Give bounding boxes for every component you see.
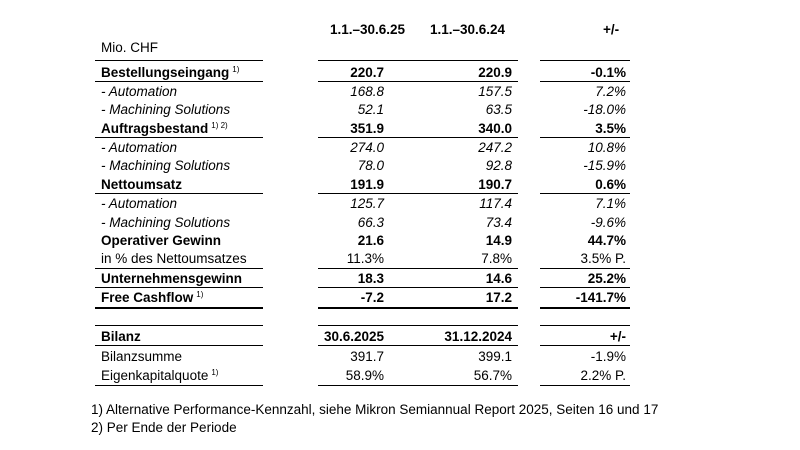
- value-change: 3.5% P.: [580, 251, 626, 266]
- value-2025: 220.7: [350, 65, 384, 80]
- value-2025: 274.0: [350, 140, 384, 155]
- row-label: Bestellungseingang $^{1)}$: [101, 65, 240, 80]
- row-label: Bilanzsumme: [101, 349, 183, 364]
- table-row-marge: [0, 249, 800, 268]
- value-2024: 117.4: [479, 196, 512, 211]
- rule: [540, 325, 630, 326]
- table-row-machining: [0, 100, 800, 119]
- rule: [318, 193, 518, 194]
- row-label: in % des Nettoumsatzes: [101, 251, 247, 266]
- rule-bottom: [540, 307, 630, 309]
- value-2025: 11.3%: [346, 251, 384, 266]
- rule: [95, 137, 263, 138]
- value-change: 44.7%: [587, 233, 626, 248]
- rule: [318, 287, 518, 288]
- row-label: - Automation: [101, 84, 178, 99]
- table-row-nettoumsatz: [0, 175, 800, 194]
- value-change: 7.1%: [595, 196, 626, 211]
- rule: [318, 325, 518, 326]
- value-2024: 7.8%: [481, 251, 512, 266]
- rule: [318, 345, 518, 346]
- rule-bottom: [95, 307, 263, 309]
- value-2024: 190.7: [478, 177, 512, 192]
- value-2024: 92.8: [485, 158, 512, 173]
- table-row-free-cashflow: [0, 288, 800, 307]
- value-2025: 191.9: [350, 177, 384, 192]
- row-label: Eigenkapitalquote $^{1)}$: [101, 368, 219, 383]
- value-2025: 168.8: [350, 84, 384, 99]
- value-change: 25.2%: [587, 271, 626, 286]
- value-2025: 66.3: [357, 215, 384, 230]
- rule-bottom: [95, 385, 263, 386]
- value-2024: 17.2: [485, 290, 512, 305]
- rule: [95, 287, 263, 288]
- value-change: 7.2%: [595, 84, 626, 99]
- rule: [95, 193, 263, 194]
- row-label: - Automation: [101, 196, 178, 211]
- row-label: Operativer Gewinn: [101, 233, 222, 248]
- rule: [318, 81, 518, 82]
- rule: [540, 287, 630, 288]
- rule-top-label: [95, 60, 263, 61]
- value-change: 2.2% P.: [580, 368, 626, 383]
- row-label: - Machining Solutions: [101, 215, 231, 230]
- unit-label: Mio. CHF: [101, 40, 158, 55]
- value-2025: 21.6: [357, 233, 384, 248]
- rule: [540, 137, 630, 138]
- value-2024: 340.0: [478, 121, 512, 136]
- value-2024: 399.1: [478, 349, 512, 364]
- value-2025: -7.2: [360, 290, 384, 305]
- rule: [95, 345, 263, 346]
- value-2024: 247.2: [478, 140, 512, 155]
- rule-top-change: [540, 60, 630, 61]
- rule-bottom: [318, 307, 518, 309]
- rule: [95, 81, 263, 82]
- table-row-unternehmensgewinn: [0, 269, 800, 288]
- table-row-bilanzsumme: [0, 347, 800, 366]
- rule: [540, 268, 630, 269]
- rule: [318, 137, 518, 138]
- table-row-bestellungseingang: [0, 63, 800, 82]
- value-change: 0.6%: [595, 177, 626, 192]
- value-change: -15.9%: [583, 158, 626, 173]
- row-label: - Machining Solutions: [101, 158, 231, 173]
- value-2024: 157.5: [478, 84, 512, 99]
- value-change: 3.5%: [595, 121, 626, 136]
- column-header-date-2024: 31.12.2024: [444, 329, 512, 344]
- section-title: Bilanz: [101, 329, 141, 344]
- value-2025: 52.1: [357, 102, 384, 117]
- column-header-2025: 1.1.–30.6.25: [330, 22, 406, 37]
- value-change: -141.7%: [575, 290, 626, 305]
- value-2025: 391.7: [350, 349, 384, 364]
- table-row-operativer-gewinn: [0, 231, 800, 250]
- value-2024: 73.4: [485, 215, 512, 230]
- value-2025: 351.9: [350, 121, 384, 136]
- value-change: -0.1%: [590, 65, 626, 80]
- rule: [318, 268, 518, 269]
- table-row-automation: [0, 82, 800, 101]
- row-label: Free Cashflow $^{1)}$: [101, 290, 204, 305]
- row-label: - Machining Solutions: [101, 102, 231, 117]
- rule-top-values: [318, 60, 518, 61]
- value-2024: 14.6: [485, 271, 512, 286]
- table-row-auftragsbestand: [0, 119, 800, 138]
- column-header-change: +/-: [609, 329, 626, 344]
- row-label: Nettoumsatz: [101, 177, 183, 192]
- value-2024: 63.5: [485, 102, 512, 117]
- row-label: - Automation: [101, 140, 178, 155]
- rule: [540, 81, 630, 82]
- footnote-1: 1) Alternative Performance-Kennzahl, siehe Mikron Semiannual Report 2025, Seiten 16 und 17: [91, 402, 659, 417]
- column-header-change: +/-: [603, 22, 620, 37]
- row-label: Auftragsbestand $^{1) 2)}$: [101, 121, 228, 136]
- value-change: -9.6%: [590, 215, 626, 230]
- value-change: -18.0%: [583, 102, 626, 117]
- rule: [95, 325, 263, 326]
- rule: [540, 345, 630, 346]
- value-2025: 58.9%: [345, 368, 384, 383]
- value-2025: 125.7: [350, 196, 384, 211]
- value-change: -1.9%: [590, 349, 626, 364]
- value-2024: 56.7%: [473, 368, 512, 383]
- rule: [540, 193, 630, 194]
- table-row-eigenkapitalquote: [0, 366, 800, 385]
- row-label: Unternehmensgewinn: [101, 271, 243, 286]
- rule-bottom: [318, 385, 518, 386]
- value-2024: 220.9: [478, 65, 512, 80]
- table-row-machining: [0, 156, 800, 175]
- value-2025: 18.3: [357, 271, 384, 286]
- column-header-2024: 1.1.–30.6.24: [430, 22, 506, 37]
- table-row-automation: [0, 138, 800, 157]
- rule: [95, 268, 263, 269]
- table-row-machining: [0, 213, 800, 232]
- value-2025: 78.0: [357, 158, 384, 173]
- table-row-bilanz-header: [0, 327, 800, 346]
- footnote-2: 2) Per Ende der Periode: [91, 420, 237, 435]
- column-header-date-2025: 30.6.2025: [323, 329, 384, 344]
- value-2024: 14.9: [485, 233, 512, 248]
- value-change: 10.8%: [587, 140, 626, 155]
- table-row-automation: [0, 194, 800, 213]
- rule-bottom: [540, 385, 630, 386]
